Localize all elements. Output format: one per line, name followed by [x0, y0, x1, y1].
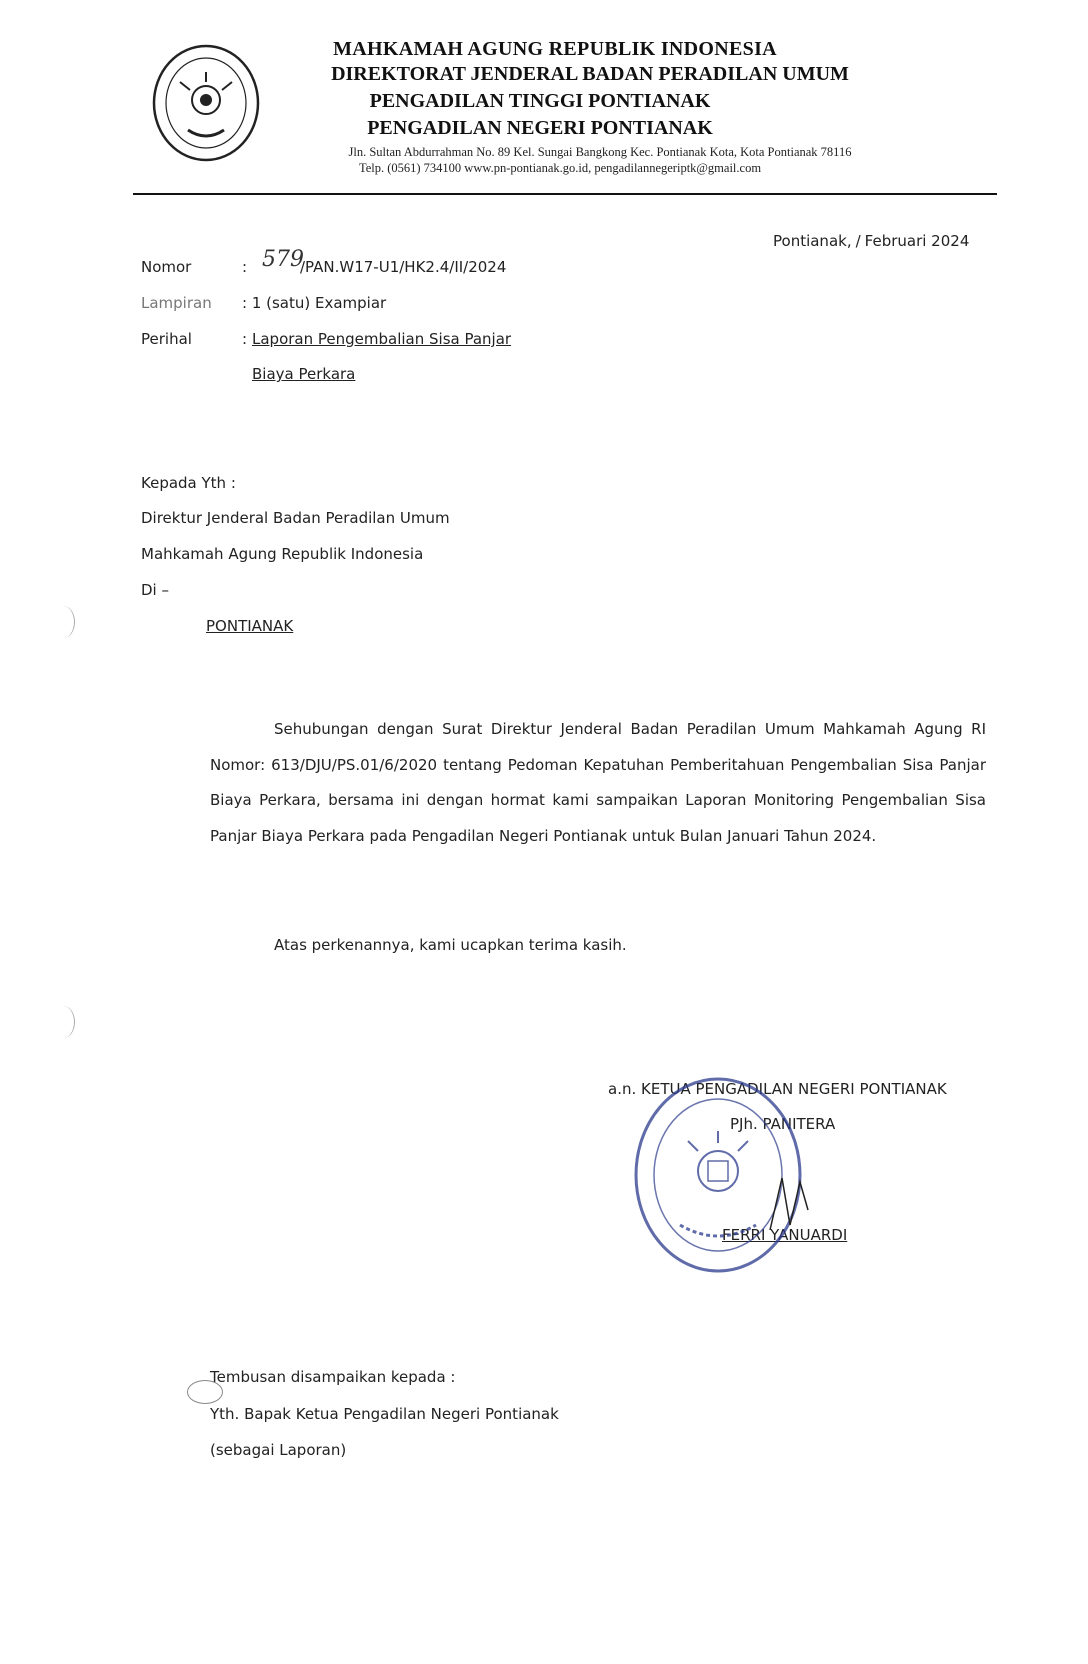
lampiran-label: Lampiran — [141, 294, 212, 312]
cc-line-2: (sebagai Laporan) — [210, 1441, 347, 1459]
perihal-line-1: Laporan Pengembalian Sisa Panjar — [252, 330, 512, 348]
closing-line: Atas perkenannya, kami ucapkan terima kasih. — [274, 936, 627, 954]
recipient-di: Di – — [141, 581, 169, 599]
date-month-year: Februari 2024 — [864, 232, 970, 250]
handwritten-signature — [760, 1170, 820, 1240]
nomor-value: /PAN.W17-U1/HK2.4/II/2024 — [300, 258, 507, 276]
punch-hole-mark — [52, 1006, 75, 1038]
date-place: Pontianak, — [773, 232, 852, 250]
recipient-line-2: Mahkamah Agung Republik Indonesia — [141, 545, 424, 563]
signature-name: FERRI YANUARDI — [722, 1226, 848, 1244]
punch-hole-mark — [52, 606, 75, 638]
letterhead-address: Jln. Sultan Abdurrahman No. 89 Kel. Sungai Bangkong Kec. Pontianak Kota, Kota Pontianak 78116 — [348, 145, 852, 159]
nomor-label: Nomor — [141, 258, 192, 276]
cc-title: Tembusan disampaikan kepada : — [210, 1368, 456, 1386]
letterhead-line-4: PENGADILAN NEGERI PONTIANAK — [367, 117, 713, 139]
letterhead-contact: Telp. (0561) 734100 www.pn-pontianak.go.id, pengadilannegeriptk@gmail.com — [358, 161, 762, 175]
recipient-line-1: Direktur Jenderal Badan Peradilan Umum — [141, 509, 450, 527]
letterhead-line-3: PENGADILAN TINGGI PONTIANAK — [369, 90, 711, 112]
nomor-colon: : — [242, 258, 248, 276]
court-logo — [150, 42, 262, 164]
cc-line-1: Yth. Bapak Ketua Pengadilan Negeri Pontianak — [210, 1405, 559, 1423]
nomor-handwritten: 579 — [262, 247, 304, 272]
body-paragraph-text: Sehubungan dengan Surat Direktur Jenderal Badan Peradilan Umum Mahkamah Agung RI Nomor: 613/DJU/PS.01/6/2020 tentang Pedoman Kepatuhan Pemberitahuan Pengembalian Sisa Panjar Biaya Perkara, bersama ini dengan hormat kami sampaikan Laporan Monitoring Pengembalian Sisa Panjar Biaya Perkara pada Pengadilan Negeri Pontianak untuk Bulan Januari Tahun 2024. — [210, 720, 986, 845]
perihal-label: Perihal — [141, 330, 192, 348]
recipient-city: PONTIANAK — [206, 617, 294, 635]
letterhead-line-1: MAHKAMAH AGUNG REPUBLIK INDONESIA — [333, 38, 777, 60]
perihal-line-2: Biaya Perkara — [252, 365, 356, 383]
perihal-colon: : — [242, 330, 248, 348]
body-paragraph — [210, 712, 986, 854]
letterhead-line-2: DIREKTORAT JENDERAL BADAN PERADILAN UMUM — [331, 63, 849, 85]
letter-date — [773, 232, 1003, 250]
date-day-handwritten: / — [855, 232, 861, 250]
signature-line-1: a.n. KETUA PENGADILAN NEGERI PONTIANAK — [608, 1080, 947, 1098]
signature-line-2: PJh. PANITERA — [730, 1115, 836, 1133]
lampiran-value: : 1 (satu) Exampiar — [242, 294, 387, 312]
recipient-greeting: Kepada Yth : — [141, 474, 236, 492]
letterhead-divider — [133, 193, 997, 195]
